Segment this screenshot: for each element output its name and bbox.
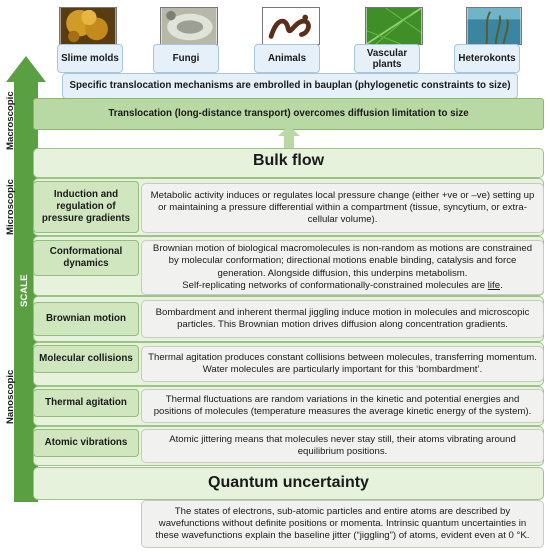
organism-label-slime-molds: Slime molds — [57, 44, 123, 73]
animals-photo — [262, 7, 320, 45]
row-desc-molecular-collisions: Thermal agitation produces constant collisions between molecules, transferring momentum. Water molecules are particularly important for this ‘bombardment’. — [141, 346, 544, 382]
up-arrow — [278, 126, 300, 148]
organism-label-heterokonts: Heterokonts — [454, 44, 520, 73]
translocation-text: Translocation (long-distance transport) overcomes diffusion limitation to size — [108, 108, 469, 119]
organism-label-vascular-plants: Vascular plants — [354, 44, 420, 73]
organism-label-fungi: Fungi — [153, 44, 219, 73]
quantum-desc: The states of electrons, sub-atomic particles and entire atoms are described by wavefunctions without definite positions or momenta. Intrinsic quantum uncertainties in these wavefunctions explain the baseline jitter (“jiggling”) of atoms, evident even at 0 °K. — [141, 500, 544, 548]
macroscopic-label: Macroscopic — [5, 91, 16, 150]
row-label-brownian-motion: Brownian motion — [33, 302, 139, 336]
header-text: Specific translocation mechanisms are embrolled in bauplan (phylogenetic constraints to size) — [69, 80, 511, 91]
conformational-desc-text: Brownian motion of biological macromolecules is non-random as motions are constrained by molecular conformation; directional motions enable binding, catalysis and force generation. Alongside diffusion, this underpins metabolism. — [152, 243, 533, 279]
row-desc-brownian-motion: Bombardment and inherent thermal jiggling induce motion in molecules and microscopic particles. This Brownian motion drives diffusion along concentration gradients. — [141, 300, 544, 338]
row-label-pressure-gradients: Induction and regulation of pressure gradients — [33, 181, 139, 233]
scale-label: SCALE — [19, 274, 30, 307]
slime-mold-photo — [59, 7, 117, 45]
nanoscopic-label: Nanoscopic — [5, 369, 16, 424]
microscopic-label: Microscopic — [5, 179, 16, 235]
row-desc-pressure-gradients: Metabolic activity induces or regulates local pressure change (either +ve or –ve) setting up or maintaining a pressure differential within a compartment (tissue, syncytium, or extra-cellular volume). — [141, 183, 544, 233]
row-desc-thermal-agitation: Thermal fluctuations are random variations in the kinetic and potential energies and positions of molecules (temperature measures the average kinetic energy of the system). — [141, 389, 544, 423]
fungi-photo — [160, 7, 218, 45]
quantum-title: Quantum uncertainty — [208, 474, 369, 491]
row-label-molecular-collisions: Molecular collisions — [33, 345, 139, 373]
life-link[interactable]: life — [487, 279, 501, 291]
organism-label-animals: Animals — [254, 44, 320, 73]
row-label-atomic-vibrations: Atomic vibrations — [33, 429, 139, 457]
bulk-flow-title: Bulk flow — [252, 152, 325, 169]
row-label-thermal-agitation: Thermal agitation — [33, 389, 139, 417]
heterokont-photo — [466, 7, 522, 45]
conformational-desc-tail: Self-replicating networks of conformationally-constrained molecules are life. — [182, 279, 503, 291]
row-label-conformational-dynamics: Conformational dynamics — [33, 240, 139, 276]
row-desc-atomic-vibrations: Atomic jittering means that molecules never stay still, their atoms vibrating around equilibrium positions. — [141, 429, 544, 463]
vascular-plant-photo — [365, 7, 423, 45]
row-desc-conformational-dynamics — [141, 240, 544, 295]
